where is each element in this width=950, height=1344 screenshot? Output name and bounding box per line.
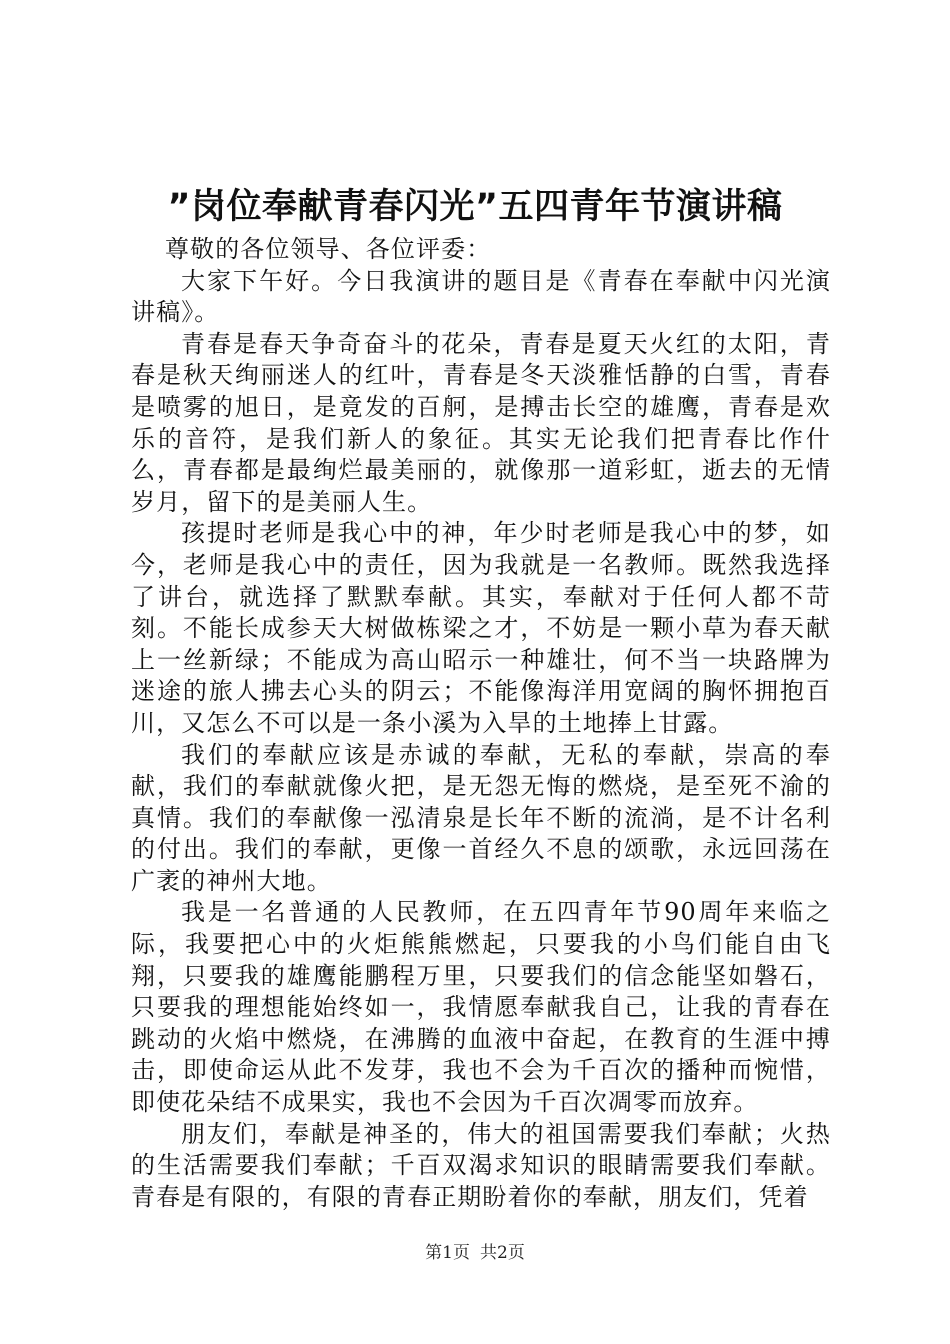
body-paragraph: 朋友们，奉献是神圣的，伟大的祖国需要我们奉献；火热的生活需要我们奉献；千百双渴求知识的眼睛需要我们奉献。青春是有限的，有限的青春正期盼着你的奉献，朋友们，凭着 [131,1119,831,1211]
body-paragraph: 我们的奉献应该是赤诚的奉献，无私的奉献，崇高的奉献，我们的奉献就像火把，是无怨无悔的燃烧，是至死不渝的真情。我们的奉献像一泓清泉是长年不断的流淌，是不计名利的付出。我们的奉献，更像一首经久不息的颂歌，永远回荡在广袤的神州大地。 [131,740,831,895]
page-number-total: 共2页 [480,1243,525,1263]
body-paragraph: 青春是春天争奇奋斗的花朵，青春是夏天火红的太阳，青春是秋天绚丽迷人的红叶，青春是冬天淡雅恬静的白雪，青春是喷雾的旭日，是竟发的百舸，是搏击长空的雄鹰，青春是欢乐的音符，是我们新人的象征。其实无论我们把青春比作什么，青春都是最绚烂最美丽的，就像那一道彩虹，逝去的无情岁月，留下的是美丽人生。 [131,329,831,516]
page-footer [0,1242,950,1264]
body-paragraph: 大家下午好。今日我演讲的题目是《青春在奉献中闪光演讲稿》。 [131,266,831,327]
page-number-current: 第1页 [425,1243,470,1263]
body-paragraph: 孩提时老师是我心中的神，年少时老师是我心中的梦，如今，老师是我心中的责任，因为我就是一名教师。既然我选择了讲台，就选择了默默奉献。其实，奉献对于任何人都不苛刻。不能长成参天大树做栋梁之才，不妨是一颗小草为春天献上一丝新绿；不能成为高山昭示一种雄壮，何不当一块路牌为迷途的旅人拂去心头的阴云；不能像海洋用宽阔的胸怀拥抱百川，又怎么不可以是一条小溪为入旱的土地捧上甘露。 [131,519,831,737]
greeting-paragraph: 尊敬的各位领导、各位评委： [165,235,492,263]
page-title: ”岗位奉献青春闪光”五四青年节演讲稿 [167,187,783,227]
body-paragraph: 我是一名普通的人民教师，在五四青年节90周年来临之际，我要把心中的火炬熊熊燃起，只要我的小鸟们能自由飞翔，只要我的雄鹰能鹏程万里，只要我们的信念能坚如磐石，只要我的理想能始终如一，我情愿奉献我自己，让我的青春在跳动的火焰中燃烧，在沸腾的血液中奋起，在教育的生涯中搏击，即使命运从此不发芽，我也不会为千百次的播种而惋惜，即使花朵结不成果实，我也不会因为千百次凋零而放弃。 [131,898,831,1117]
document-body [131,234,831,1213]
